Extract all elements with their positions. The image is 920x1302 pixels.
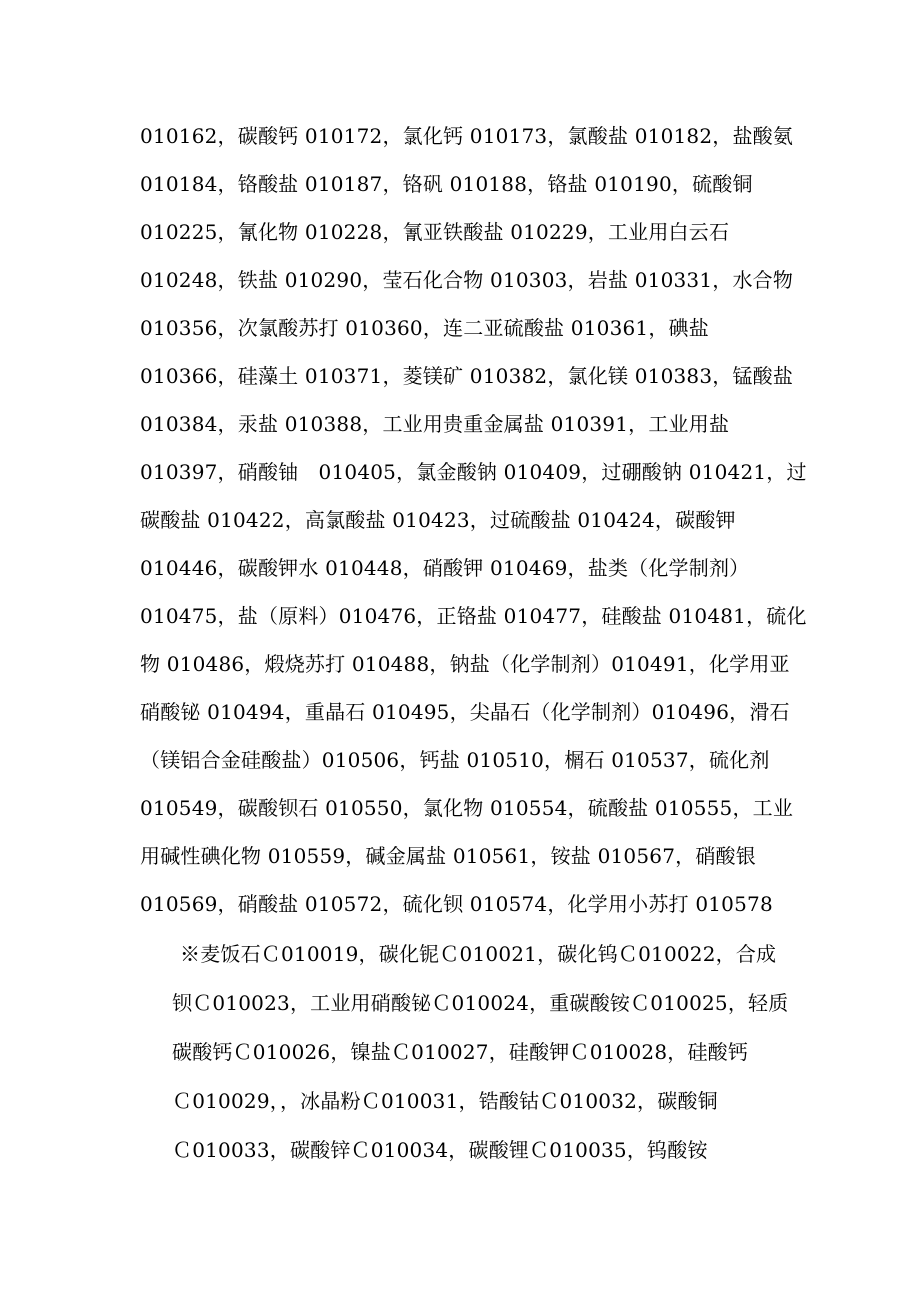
text-line: 010366，硅藻土 010371，菱镁矿 010382，氯化镁 010383，锰酸盐 — [140, 364, 794, 388]
text-line: 010248，铁盐 010290，莹石化合物 010303，岩盐 010331，水合物 — [140, 268, 794, 292]
text-line: 010446，碳酸钾水 010448，硝酸钾 010469，盐类（化学制剂） — [140, 556, 750, 580]
text-line: Ｃ010029，，冰晶粉Ｃ010031，锆酸钴Ｃ010032，碳酸铜 — [172, 1089, 718, 1113]
text-line: 碳酸钙Ｃ010026，镍盐Ｃ010027，硅酸钾Ｃ010028，硅酸钙 — [172, 1040, 749, 1064]
text-line: 010184，铬酸盐 010187，铬矾 010188，铬盐 010190，硫酸铜 — [140, 172, 753, 196]
text-line: 010356，次氯酸苏打 010360，连二亚硫酸盐 010361，碘盐 — [140, 316, 709, 340]
text-line: 硝酸铋 010494，重晶石 010495，尖晶石（化学制剂）010496，滑石 — [140, 700, 790, 724]
text-line: 010384，汞盐 010388，工业用贵重金属盐 010391，工业用盐 — [140, 412, 730, 436]
text-line: 010569，硝酸盐 010572，硫化钡 010574，化学用小苏打 010578 — [140, 892, 773, 916]
text-line: （镁铝合金硅酸盐）010506，钙盐 010510，榍石 010537，硫化剂 — [140, 748, 770, 772]
text-line: 010475，盐（原料）010476，正铬盐 010477，硅酸盐 010481，硫化 — [140, 604, 807, 628]
text-line: ※麦饭石Ｃ010019，碳化铌Ｃ010021，碳化钨Ｃ010022，合成 — [180, 942, 777, 966]
text-line: 物 010486，煅烧苏打 010488，钠盐（化学制剂）010491，化学用亚 — [140, 652, 790, 676]
text-line: 010549，碳酸钡石 010550，氯化物 010554，硫酸盐 010555，工业 — [140, 796, 794, 820]
text-line: 010397，硝酸铀 010405，氯金酸钠 010409，过硼酸钠 010421，过 — [140, 460, 807, 484]
text-line: 钡Ｃ010023，工业用硝酸铋Ｃ010024，重碳酸铵Ｃ010025，轻质 — [172, 991, 789, 1015]
text-line: Ｃ010033，碳酸锌Ｃ010034，碳酸锂Ｃ010035，钨酸铵 — [172, 1138, 708, 1162]
text-line: 010162，碳酸钙 010172，氯化钙 010173，氯酸盐 010182，盐酸氨 — [140, 124, 794, 148]
text-line: 用碱性碘化物 010559，碱金属盐 010561，铵盐 010567，硝酸银 — [140, 844, 756, 868]
text-line: 010225，氰化物 010228，氰亚铁酸盐 010229，工业用白云石 — [140, 220, 730, 244]
text-line: 碳酸盐 010422，高氯酸盐 010423，过硫酸盐 010424，碳酸钾 — [140, 508, 736, 532]
